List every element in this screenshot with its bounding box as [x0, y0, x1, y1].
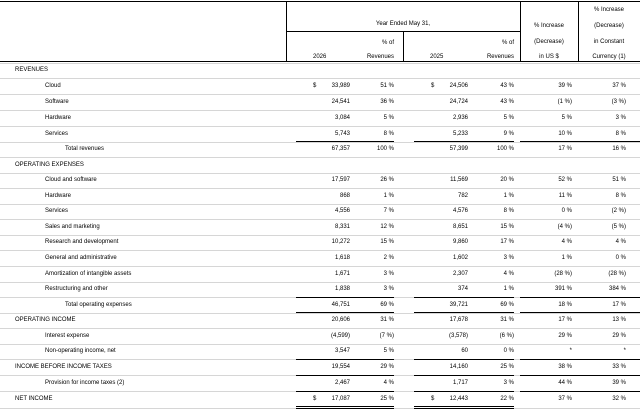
pct-change-cc: 13 % [612, 317, 626, 323]
pct-of-revenues-2025: 9 % [503, 131, 514, 137]
value-2025: 24,724 [449, 99, 468, 105]
value-2026: 17,087 [331, 396, 350, 402]
double-rule [414, 406, 514, 407]
value-2025: 9,860 [452, 239, 468, 245]
pct-of-revenues-2026: 3 % [383, 286, 394, 292]
total-rule [520, 297, 640, 298]
row-label: OPERATING EXPENSES [15, 162, 84, 168]
pct-of-revenues-2025: 3 % [503, 255, 514, 261]
total-rule [414, 391, 514, 392]
value-2026: 1,838 [334, 286, 350, 292]
pct-of-revenues-2025: 31 % [500, 317, 514, 323]
pct-change-usd-header-line3: in US $ [539, 54, 559, 60]
total-rule [414, 312, 514, 313]
pct-of-revenues-2025: 3 % [503, 380, 514, 386]
pct-change-usd: (4 %) [557, 224, 572, 230]
pct-change-cc: 3 % [615, 115, 626, 121]
value-2025: 8,651 [452, 224, 468, 230]
pct-of-revenues-2026: 8 % [383, 131, 394, 137]
row-divider [0, 250, 640, 251]
double-rule [414, 408, 514, 409]
row-label: Restructuring and other [45, 286, 108, 292]
pct-of-revenues-header-line1: % of [381, 40, 394, 46]
total-rule [296, 312, 394, 313]
pct-of-revenues-2025: 100 % [496, 146, 514, 152]
pct-change-cc: (28 %) [608, 271, 626, 277]
value-2025: 2,936 [452, 115, 468, 121]
pct-change-usd: 39 % [558, 83, 572, 89]
pct-of-revenues-2025: 17 % [500, 239, 514, 245]
value-2025: (3,578) [448, 333, 468, 339]
value-2026: 10,272 [331, 239, 350, 245]
value-2025: 2,307 [452, 271, 468, 277]
pct-of-revenues-header-line2: Revenues [486, 54, 514, 60]
pct-of-revenues-2026: 36 % [380, 99, 394, 105]
row-label: Services [45, 131, 69, 137]
value-2026: 8,331 [334, 224, 350, 230]
header-divider [286, 1, 287, 62]
total-rule [414, 359, 514, 360]
row-divider [0, 235, 640, 236]
value-2026: 3,547 [334, 348, 350, 354]
double-rule [296, 406, 394, 407]
total-rule [414, 375, 514, 376]
double-rule [296, 408, 394, 409]
row-divider [0, 313, 640, 314]
pct-change-cc: 4 % [615, 239, 626, 245]
pct-of-revenues-2025: 25 % [500, 364, 514, 370]
pct-change-usd: 391 % [554, 286, 572, 292]
pct-change-cc: 29 % [612, 333, 626, 339]
pct-of-revenues-2025: 15 % [500, 224, 514, 230]
total-rule [296, 297, 394, 298]
table-top-border [0, 1, 640, 2]
row-divider [0, 204, 640, 205]
row-label: Hardware [45, 115, 72, 121]
value-2025: 57,399 [449, 146, 468, 152]
pct-change-cc: 8 % [615, 131, 626, 137]
row-label: Hardware [45, 193, 72, 199]
row-label: Sales and marketing [45, 224, 100, 230]
pct-change-usd: 18 % [558, 302, 572, 308]
value-2025: 12,443 [449, 396, 468, 402]
pct-change-usd: 11 % [558, 193, 572, 199]
row-label: Cloud and software [45, 177, 97, 183]
value-2026: 4,556 [334, 208, 350, 214]
value-2026: 3,084 [334, 115, 350, 121]
pct-change-cc: 8 % [615, 193, 626, 199]
row-divider [0, 126, 640, 127]
pct-change-cc: (5 %) [611, 224, 626, 230]
row-label: OPERATING INCOME [15, 317, 76, 323]
value-2025: 4,576 [452, 208, 468, 214]
pct-of-revenues-header-line2: Revenues [366, 54, 394, 60]
pct-change-usd-header-line1: % Increase [533, 23, 564, 29]
total-rule [520, 359, 640, 360]
value-2026: 868 [339, 193, 350, 199]
pct-of-revenues-2025: 4 % [503, 271, 514, 277]
row-label: INCOME BEFORE INCOME TAXES [15, 364, 112, 370]
pct-change-cc-header-line4: Currency (1) [592, 54, 626, 60]
value-2025: 14,160 [449, 364, 468, 370]
total-rule [520, 375, 640, 376]
pct-of-revenues-2025: 0 % [503, 348, 514, 354]
row-divider [0, 188, 640, 189]
pct-change-usd: 17 % [558, 317, 572, 323]
value-2025: 17,678 [449, 317, 468, 323]
year-2026-header: 2026 [313, 54, 327, 60]
row-label: Non-operating income, net [45, 348, 116, 354]
pct-of-revenues-2026: 5 % [383, 348, 394, 354]
row-divider [0, 142, 640, 143]
pct-of-revenues-2025: 5 % [503, 115, 514, 121]
pct-of-revenues-2025: 1 % [503, 286, 514, 292]
value-2025: 374 [457, 286, 468, 292]
total-rule [414, 297, 514, 298]
pct-change-usd: (1 %) [557, 99, 572, 105]
pct-of-revenues-2026: 69 % [380, 302, 394, 308]
row-divider [0, 173, 640, 174]
pct-change-usd: 4 % [561, 239, 572, 245]
pct-change-cc: 17 % [612, 302, 626, 308]
row-label: NET INCOME [15, 396, 53, 402]
pct-of-revenues-2025: 8 % [503, 208, 514, 214]
row-divider [0, 282, 640, 283]
pct-change-cc: 51 % [612, 177, 626, 183]
pct-of-revenues-2025: 43 % [500, 83, 514, 89]
pct-of-revenues-2026: 29 % [380, 364, 394, 370]
pct-change-usd: 17 % [558, 146, 572, 152]
pct-change-usd: 37 % [558, 396, 572, 402]
pct-change-usd-header-line2: (Decrease) [534, 39, 564, 45]
pct-change-cc: 384 % [608, 286, 626, 292]
header-bottom-border [0, 61, 640, 62]
pct-change-cc: 0 % [615, 255, 626, 261]
pct-change-cc: 39 % [612, 380, 626, 386]
pct-change-usd: 5 % [561, 115, 572, 121]
total-rule [296, 375, 394, 376]
value-2026: 46,751 [331, 302, 350, 308]
pct-of-revenues-2026: 100 % [376, 146, 394, 152]
value-2026: 17,597 [331, 177, 350, 183]
total-rule [296, 141, 394, 142]
value-2025: 39,721 [449, 302, 468, 308]
total-rule [296, 391, 394, 392]
row-divider [0, 328, 640, 329]
value-2025: 60 [461, 348, 468, 354]
pct-of-revenues-2026: 12 % [380, 224, 394, 230]
row-divider [0, 78, 640, 79]
value-2025: 1,717 [452, 380, 468, 386]
value-2026: 2,467 [334, 380, 350, 386]
pct-of-revenues-2026: (7 %) [379, 333, 394, 339]
row-label: Software [45, 99, 69, 105]
pct-of-revenues-2026: 3 % [383, 271, 394, 277]
pct-of-revenues-2026: 31 % [380, 317, 394, 323]
pct-change-usd: 29 % [558, 333, 572, 339]
pct-change-usd: 0 % [561, 208, 572, 214]
pct-of-revenues-2026: 7 % [383, 208, 394, 214]
row-divider [0, 219, 640, 220]
value-2025: 24,506 [449, 83, 468, 89]
row-label: Services [45, 208, 69, 214]
year-2025-header: 2025 [430, 54, 444, 60]
pct-change-cc-header-line2: (Decrease) [594, 23, 624, 29]
row-divider [0, 266, 640, 267]
pct-change-cc: * [623, 348, 626, 354]
pct-change-usd: 1 % [561, 255, 572, 261]
pct-of-revenues-2025: 43 % [500, 99, 514, 105]
total-rule [520, 312, 640, 313]
currency-symbol: $ [431, 396, 435, 402]
row-label: General and administrative [45, 255, 117, 261]
pct-change-cc: 33 % [612, 364, 626, 370]
pct-of-revenues-2025: 69 % [500, 302, 514, 308]
currency-symbol: $ [313, 83, 317, 89]
value-2025: 1,602 [452, 255, 468, 261]
pct-change-cc: 16 % [612, 146, 626, 152]
value-2026: 1,618 [334, 255, 350, 261]
row-divider [0, 94, 640, 95]
row-label: Interest expense [45, 333, 90, 339]
value-2025: 11,569 [450, 177, 468, 183]
row-label: Amortization of intangible assets [45, 271, 132, 277]
value-2026: 19,554 [331, 364, 350, 370]
pct-of-revenues-2026: 25 % [380, 396, 394, 402]
pct-change-usd: 10 % [558, 131, 572, 137]
pct-of-revenues-2025: 22 % [500, 396, 514, 402]
value-2026: 5,743 [334, 131, 350, 137]
value-2026: 20,606 [331, 317, 350, 323]
pct-of-revenues-header-line1: % of [501, 40, 514, 46]
currency-symbol: $ [431, 83, 435, 89]
row-label: Research and development [45, 239, 119, 245]
pct-change-usd: (28 %) [554, 271, 572, 277]
pct-of-revenues-2026: 51 % [380, 83, 394, 89]
value-2026: 67,357 [331, 146, 350, 152]
row-label: Provision for income taxes (2) [45, 380, 125, 386]
pct-of-revenues-2025: (6 %) [499, 333, 514, 339]
row-label: Total operating expenses [65, 302, 132, 308]
value-2025: 5,233 [452, 131, 468, 137]
row-label: Total revenues [65, 146, 105, 152]
row-label: Cloud [45, 83, 61, 89]
pct-of-revenues-2025: 20 % [500, 177, 514, 183]
pct-of-revenues-2025: 1 % [503, 193, 514, 199]
pct-of-revenues-2026: 2 % [383, 255, 394, 261]
pct-change-cc: 32 % [612, 396, 626, 402]
row-divider [0, 110, 640, 111]
total-rule [520, 391, 640, 392]
value-2026: 33,989 [331, 83, 350, 89]
pct-of-revenues-2026: 5 % [383, 115, 394, 121]
pct-of-revenues-2026: 15 % [380, 239, 394, 245]
total-rule [520, 141, 640, 142]
pct-change-cc: (3 %) [611, 99, 626, 105]
pct-change-usd: 44 % [558, 380, 572, 386]
pct-change-cc: (2 %) [611, 208, 626, 214]
row-label: REVENUES [15, 67, 49, 73]
pct-change-cc-header-line3: in Constant [593, 39, 625, 45]
total-rule [414, 141, 514, 142]
header-divider [403, 31, 404, 62]
row-divider [0, 344, 640, 345]
currency-symbol: $ [313, 396, 317, 402]
pct-change-cc-header-line1: % Increase [593, 7, 624, 13]
pct-change-usd: 38 % [558, 364, 572, 370]
value-2025: 782 [457, 193, 468, 199]
value-2026: 24,541 [331, 99, 350, 105]
row-divider [0, 157, 640, 158]
value-2026: (4,599) [330, 333, 350, 339]
pct-change-usd: * [569, 348, 572, 354]
total-rule [296, 359, 394, 360]
pct-change-usd: 52 % [558, 177, 572, 183]
pct-of-revenues-2026: 26 % [380, 177, 394, 183]
pct-of-revenues-2026: 1 % [383, 193, 394, 199]
row-divider [0, 63, 640, 64]
value-2026: 1,671 [334, 271, 350, 277]
period-header: Year Ended May 31, [375, 21, 431, 27]
pct-of-revenues-2026: 4 % [383, 380, 394, 386]
pct-change-cc: 37 % [612, 83, 626, 89]
